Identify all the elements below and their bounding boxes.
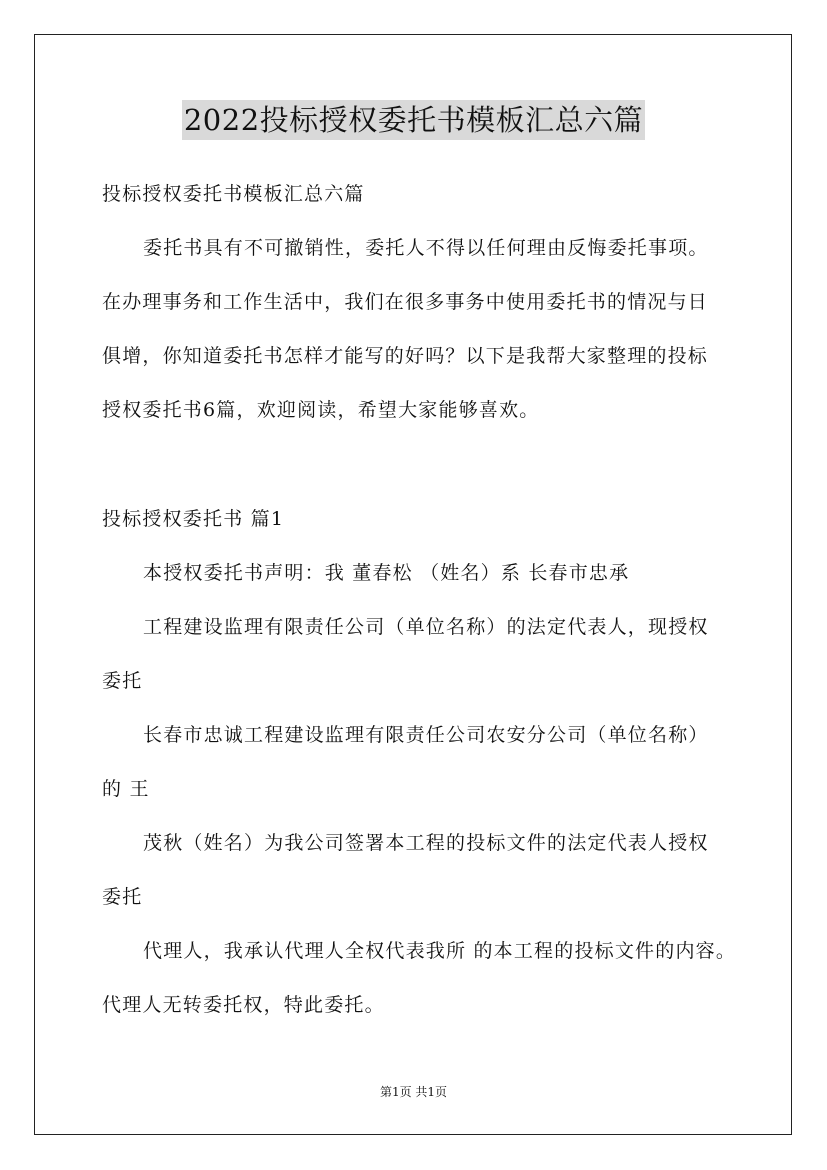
- title-wrap: [0, 100, 827, 140]
- paragraph-line: 长春市忠诚工程建设监理有限责任公司农安分公司（单位名称）: [143, 724, 709, 746]
- paragraph-line: 委托: [102, 886, 143, 908]
- paragraph-line: 工程建设监理有限责任公司（单位名称）的法定代表人，现授权: [143, 616, 709, 638]
- paragraph-line: 俱增，你知道委托书怎样才能写的好吗？以下是我帮大家整理的投标: [102, 345, 709, 367]
- section-heading: 投标授权委托书 篇1: [102, 508, 285, 530]
- paragraph-line: 茂秋（姓名）为我公司签署本工程的投标文件的法定代表人授权: [143, 832, 709, 854]
- paragraph-line: 委托: [102, 670, 143, 692]
- paragraph-line: 在办理事务和工作生活中，我们在很多事务中使用委托书的情况与日: [102, 291, 709, 313]
- paragraph-line: 代理人无转委托权，特此委托。: [102, 994, 385, 1016]
- paragraph-line: 代理人，我承认代理人全权代表我所 的本工程的投标文件的内容。: [143, 940, 737, 962]
- paragraph-line: 授权委托书6篇，欢迎阅读，希望大家能够喜欢。: [102, 399, 540, 421]
- document-title: 2022投标授权委托书模板汇总六篇: [182, 100, 645, 140]
- paragraph-line: 本授权委托书声明：我 董春松 （姓名）系 长春市忠承: [143, 562, 630, 584]
- paragraph-line: 的 王: [102, 778, 150, 800]
- paragraph-line: 委托书具有不可撤销性，委托人不得以任何理由反悔委托事项。: [143, 237, 709, 259]
- subtitle-line: 投标授权委托书模板汇总六篇: [102, 183, 365, 205]
- page-footer: 第1页 共1页: [379, 1085, 448, 1099]
